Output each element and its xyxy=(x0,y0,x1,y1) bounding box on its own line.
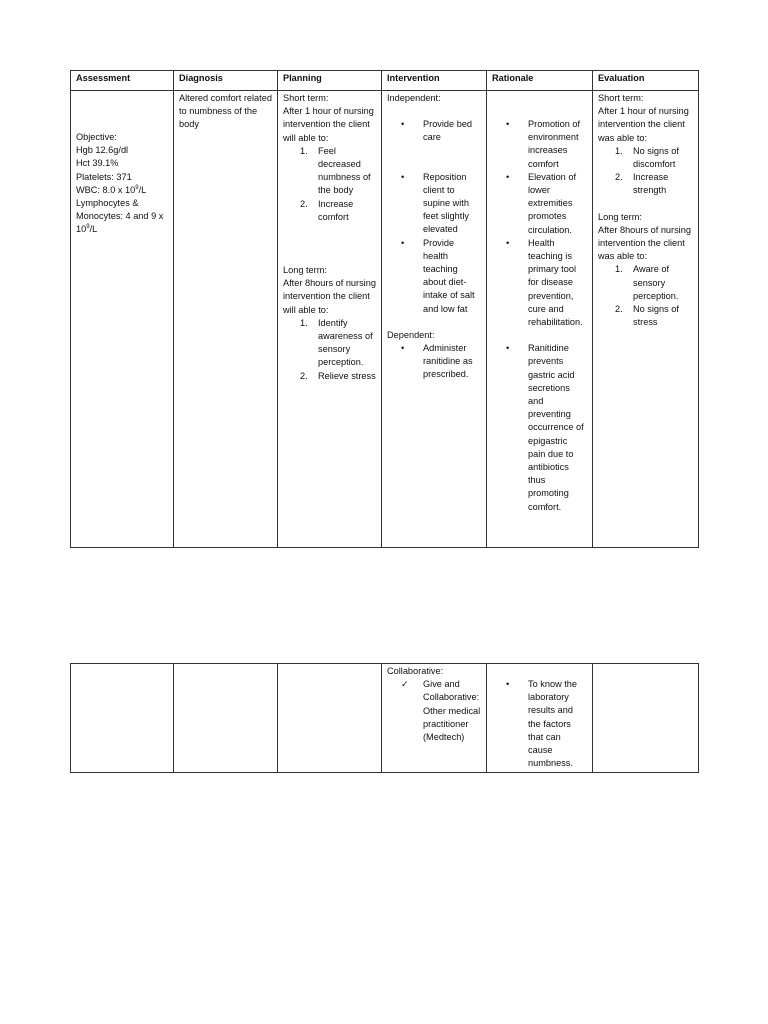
objective-label: Objective: xyxy=(76,132,117,142)
planning-long-label: Long term: xyxy=(283,265,327,276)
planning-short-label: Short term: xyxy=(283,93,329,103)
collaborative-label: Collaborative: xyxy=(387,666,444,676)
evaluation-cell xyxy=(593,91,699,548)
independent-list xyxy=(387,118,481,316)
list-item: 2. Increase comfort xyxy=(300,198,354,222)
header-planning: Planning xyxy=(278,71,382,91)
list-item: • Provide health teaching about diet-intake of salt and low fat xyxy=(387,237,481,316)
list-item: • To know the laboratory results and the factors that can cause numbness. xyxy=(492,678,587,770)
header-row xyxy=(71,71,699,91)
list-item: • Reposition client to supine with feet slightly elevated xyxy=(387,171,481,237)
nursing-care-plan-table xyxy=(70,70,699,548)
intervention-cell xyxy=(382,91,487,548)
list-item: 2. Relieve stress xyxy=(300,370,376,381)
evaluation-short-label: Short term: xyxy=(598,93,644,103)
list-item: • Elevation of lower extremities promotes circulation. xyxy=(492,171,587,237)
planning-long-list xyxy=(283,317,376,383)
diagnosis-text: Altered comfort related to numbness of the body xyxy=(179,93,272,130)
planning-cell xyxy=(278,91,382,548)
evaluation-long-list xyxy=(598,263,693,329)
platelets-value: Platelets: 371 xyxy=(76,171,132,182)
list-item: • Promotion of environment increases comfort xyxy=(492,118,587,171)
dependent-list xyxy=(387,342,481,382)
evaluation-cell-empty xyxy=(593,664,699,773)
planning-cell-empty xyxy=(278,664,382,773)
evaluation-long-label: Long term: xyxy=(598,211,642,222)
list-item: • Provide bed care xyxy=(387,118,481,144)
hct-value: Hct 39.1% xyxy=(76,158,119,169)
monocytes-unit: $10^9/L$ xyxy=(76,224,98,235)
assessment-cell xyxy=(71,91,174,548)
evaluation-short-intro: After 1 hour of nursing intervention the client was able to: xyxy=(598,106,689,143)
table-row xyxy=(71,664,699,773)
rationale-list-2 xyxy=(492,678,587,770)
table-row xyxy=(71,91,699,548)
list-item: 2. Increase strength xyxy=(615,172,669,196)
header-assessment: Assessment xyxy=(71,71,174,91)
list-item: • Administer ranitidine as prescribed. xyxy=(387,342,481,382)
rationale-list xyxy=(492,118,587,514)
evaluation-long-intro: After 8hours of nursing intervention the client was able to: xyxy=(598,224,691,262)
planning-long-intro: After 8hours of nursing intervention the client will able to: xyxy=(283,278,376,315)
lymphocytes-label: Lymphocytes & xyxy=(76,198,139,209)
dependent-label: Dependent: xyxy=(387,329,435,340)
header-evaluation: Evaluation xyxy=(593,71,699,91)
hgb-value: Hgb 12.6g/dl xyxy=(76,145,129,156)
independent-label: Independent: xyxy=(387,93,441,103)
header-diagnosis: Diagnosis xyxy=(174,71,278,91)
wbc-value: WBC: 8.0 x $10^9/L$ xyxy=(76,184,147,195)
monocytes-value: Monocytes: 4 and 9 x xyxy=(76,211,164,222)
diagnosis-cell xyxy=(174,91,278,548)
list-item: 1. Aware of sensory perception. xyxy=(615,264,679,301)
planning-short-list xyxy=(283,145,376,224)
list-item: • Ranitidine prevents gastric acid secretions and preventing occurrence of epigastric pain due to antibiotics thus promoting comfort. xyxy=(492,342,587,514)
header-intervention: Intervention xyxy=(382,71,487,91)
list-item: • Health teaching is primary tool for disease prevention, cure and rehabilitation. xyxy=(492,237,587,329)
rationale-cell xyxy=(487,91,593,548)
list-item: ✓ Give and Collaborative: Other medical practitioner (Medtech) xyxy=(387,678,481,744)
header-rationale: Rationale xyxy=(487,71,593,91)
list-item: 1. Feel decreased numbness of the body xyxy=(300,145,371,196)
list-item: 1. No signs of discomfort xyxy=(615,145,679,170)
list-item: 1. Identify awareness of sensory perception. xyxy=(300,317,373,368)
nursing-care-plan-continuation-table xyxy=(70,663,699,773)
collaborative-list xyxy=(387,678,481,744)
list-item: 2. No signs of stress xyxy=(615,304,679,328)
rationale-cell-2 xyxy=(487,664,593,773)
diagnosis-cell-empty xyxy=(174,664,278,773)
assessment-cell-empty xyxy=(71,664,174,773)
collaborative-cell xyxy=(382,664,487,773)
planning-short-intro: After 1 hour of nursing intervention the client will able to: xyxy=(283,106,374,143)
evaluation-short-list xyxy=(598,145,693,198)
